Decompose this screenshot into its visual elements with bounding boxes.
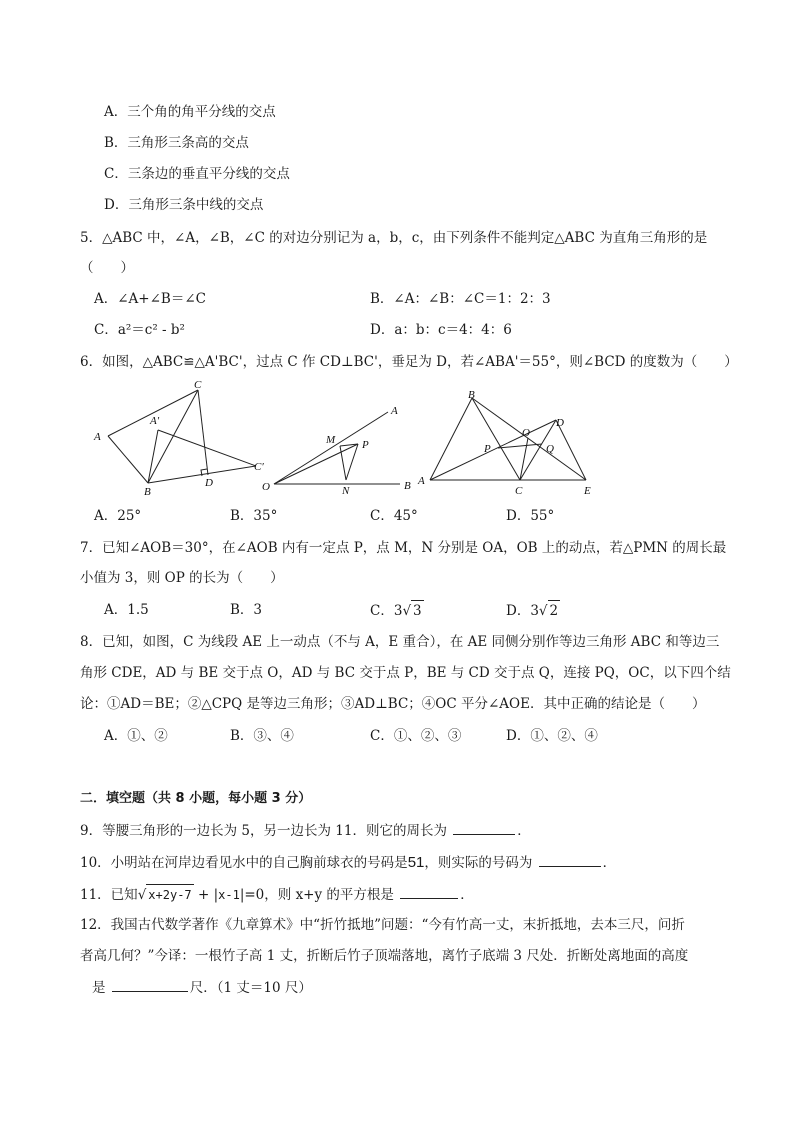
q5-option-d: D．a：b：c＝4：4：6 xyxy=(370,322,512,338)
q7-option-d-radicand: 2 xyxy=(548,600,561,621)
q11-stem: 11．已知 xyxy=(80,887,138,903)
q5-option-c: C．a²＝c² - b² xyxy=(94,322,185,338)
q4-option-c: C．三条边的垂直平分线的交点 xyxy=(104,166,290,182)
q8-option-d: D．①、②、④ xyxy=(506,728,598,744)
q11-radicand: x+2y-7 xyxy=(146,884,193,905)
fig3-segment-ad xyxy=(430,420,556,480)
q5-option-a: A．∠A+∠B＝∠C xyxy=(94,291,206,307)
q8-option-b: B．③、④ xyxy=(230,728,294,744)
fig3-label-b: B xyxy=(468,389,475,401)
fig1-right-angle-mark xyxy=(201,469,207,476)
section-heading-fill-in: 二．填空题（共 8 小题，每小题 3 分） xyxy=(80,791,312,806)
q7-option-c-prefix: C． xyxy=(370,603,394,619)
q7-option-c-radicand: 3 xyxy=(411,600,424,621)
q5-stem-line2: （ ） xyxy=(80,260,134,276)
q9-answer-blank[interactable] xyxy=(453,820,515,835)
fig3-label-p: P xyxy=(484,443,491,455)
fig1-edge-bc xyxy=(148,390,198,483)
q5-stem-line1: 5．△ABC 中，∠A，∠B，∠C 的对边分别记为 a，b，c，由下列条件不能判定△ABC 为直角三角形的是 xyxy=(80,230,708,246)
fig3-segment-ab xyxy=(430,398,472,480)
fig2-label-b: B xyxy=(404,480,411,492)
fig1-label-d: D xyxy=(205,477,213,489)
q10-stem: 10．小明站在河岸边看见水中的自己胸前球衣的号码是 xyxy=(80,855,408,871)
q11-stem-rest: =0，则 x+y 的平方根是 xyxy=(244,887,394,903)
q4-option-b: B．三角形三条高的交点 xyxy=(104,135,249,151)
fig3-label-q: Q xyxy=(546,443,554,455)
q8-stem-line2: 角形 CDE，AD 与 BE 交于点 O，AD 与 BC 交于点 P，BE 与 CD 交于点 Q，连接 PQ，OC，以下四个结 xyxy=(80,665,731,681)
q9-stem: 9．等腰三角形的一边长为 5，另一边长为 11．则它的周长为 xyxy=(80,823,447,839)
q12-stem-line3-start: 是 xyxy=(92,980,106,996)
fig2-label-p: P xyxy=(362,439,369,451)
q9-end: ． xyxy=(517,823,531,839)
q7-option-a: A．1.5 xyxy=(104,602,149,618)
q6-option-c: C．45° xyxy=(370,508,418,524)
q6-option-b: B．35° xyxy=(230,508,278,524)
fig3-label-d: D xyxy=(556,417,564,429)
fig3-label-e: E xyxy=(584,485,591,497)
fig1-label-c-prime: C′ xyxy=(254,461,264,473)
fig1-edge-ac xyxy=(108,390,198,436)
fig3-segment-be xyxy=(472,398,586,480)
q10-stem-mid: ，则实际的号码为 xyxy=(424,855,533,871)
fig3-segment-de xyxy=(556,420,586,480)
figure-equilateral-triangles xyxy=(414,386,604,500)
q7-option-b: B．3 xyxy=(230,602,263,618)
fig1-label-a-prime: A′ xyxy=(150,415,160,427)
fig3-label-c: C xyxy=(515,485,523,497)
fig1-label-c: C xyxy=(194,379,202,391)
q6-option-a: A．25° xyxy=(94,508,142,524)
fig3-segment-bc xyxy=(472,398,520,480)
q11-abs-expression: x-1 xyxy=(218,888,240,902)
q12-stem-line3-end: 尺．（1 丈＝10 尺） xyxy=(189,980,312,996)
q8-stem-line1: 8．已知，如图，C 为线段 AE 上一动点（不与 A，E 重合），在 AE 同侧分别作等边三角形 ABC 和等边三 xyxy=(80,634,720,650)
q7-option-d-prefix: D． xyxy=(506,603,531,619)
fig2-label-a: A xyxy=(391,405,398,417)
q10-jersey-number: 51 xyxy=(407,854,425,871)
q7-stem-line1: 7．已知∠AOB＝30°，在∠AOB 内有一定点 P，点 M，N 分别是 OA，OB 上的动点，若△PMN 的周长最 xyxy=(80,540,727,556)
q11-answer-blank[interactable] xyxy=(400,884,458,899)
q12-answer-blank[interactable] xyxy=(112,977,188,992)
q7-option-c: C．3√ 3 xyxy=(370,600,424,621)
fig1-edge-ba-prime xyxy=(148,430,158,483)
q4-option-a: A．三个角的角平分线的交点 xyxy=(104,104,276,120)
fig2-label-n: N xyxy=(342,485,350,497)
q11-line: 11．已知√ x+2y-7 + |x-1|=0，则 x+y 的平方根是 ． xyxy=(80,884,474,905)
fig2-label-o: O xyxy=(262,481,270,493)
q5-option-b: B．∠A：∠B：∠C＝1：2：3 xyxy=(370,291,551,307)
figure-angle-aob xyxy=(258,400,418,500)
q9-line xyxy=(80,820,531,841)
fig3-label-o: O xyxy=(522,427,530,439)
fig1-edge-a-prime-c-prime xyxy=(158,430,256,466)
q4-option-d: D．三角形三条中线的交点 xyxy=(104,197,264,213)
q8-option-a: A．①、② xyxy=(104,728,168,744)
q8-option-c: C．①、②、③ xyxy=(370,728,462,744)
fig1-edge-ab xyxy=(108,436,148,483)
q12-stem-line2: 者高几何？”今译：一根竹子高 1 丈，折断后竹子顶端落地，离竹子底端 3 尺处．折断处离地面的高度 xyxy=(80,948,689,964)
q8-stem-line3: 论：①AD＝BE；②△CPQ 是等边三角形；③AD⊥BC；④OC 平分∠AOE．其中正确的结论是（ ） xyxy=(80,696,706,712)
q12-line3 xyxy=(92,977,312,998)
q7-option-d: D．3√ 2 xyxy=(506,600,560,621)
figure-congruent-triangles xyxy=(88,378,278,498)
q12-stem-line1: 12．我国古代数学著作《九章算术》中“折竹抵地”问题：“今有竹高一丈，末折抵地，去本三尺，问折 xyxy=(80,917,685,933)
fig2-ray-oa xyxy=(274,412,388,484)
q10-end: ． xyxy=(602,855,617,871)
q10-answer-blank[interactable] xyxy=(539,852,601,867)
q6-option-d: D．55° xyxy=(506,508,555,524)
q10-line xyxy=(80,852,616,873)
fig2-label-m: M xyxy=(326,434,336,446)
q7-option-c-coef: 3 xyxy=(393,603,403,619)
fig1-label-b: B xyxy=(144,486,151,498)
fig3-label-a: A xyxy=(418,475,425,487)
q7-option-d-coef: 3 xyxy=(530,603,539,619)
fig1-edge-cd xyxy=(198,390,208,475)
q6-stem-line1: 6．如图，△ABC≌△A'BC'，过点 C 作 CD⊥BC'，垂足为 D，若∠ABA'＝55°，则∠BCD 的度数为（ ） xyxy=(80,354,738,370)
fig1-label-a: A xyxy=(94,431,101,443)
q11-end: ． xyxy=(460,887,474,903)
q7-stem-line2: 小值为 3，则 OP 的长为（ ） xyxy=(80,570,284,586)
q11-plus: + xyxy=(193,887,214,903)
